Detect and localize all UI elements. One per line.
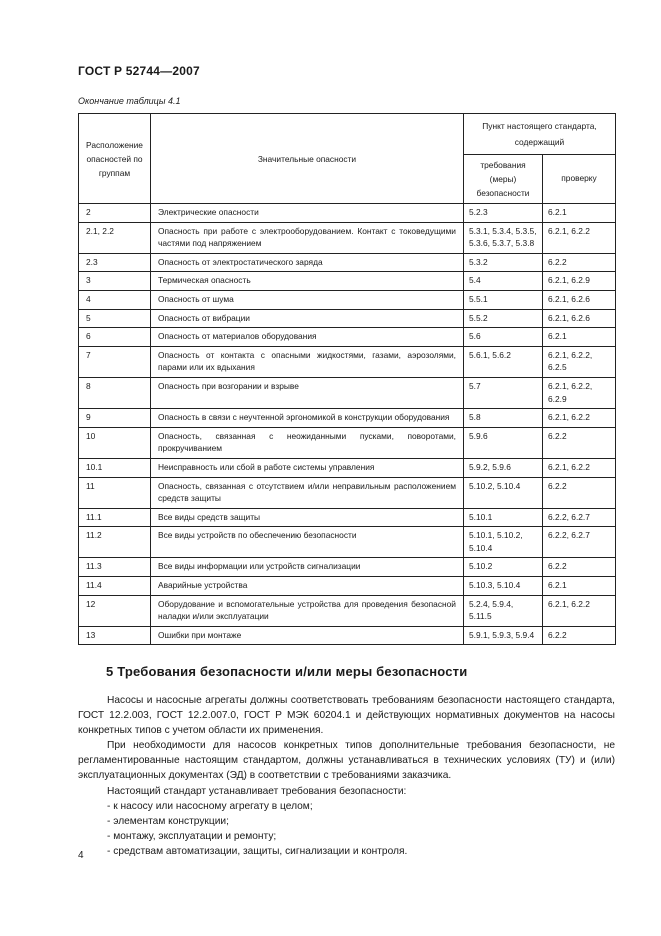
table-row bbox=[79, 204, 616, 223]
row-hazard: Опасность от материалов оборудования bbox=[151, 328, 464, 347]
row-group: 6 bbox=[79, 328, 151, 347]
table-caption: Окончание таблицы 4.1 bbox=[78, 96, 181, 106]
row-group: 5 bbox=[79, 309, 151, 328]
row-hazard: Опасность, связанная с неожиданными пусками, поворотами, прокручиванием bbox=[151, 427, 464, 458]
row-check: 6.2.1, 6.2.2 bbox=[543, 222, 616, 253]
row-hazard: Опасность, связанная с отсутствием и/или неправильным расположением средств защиты bbox=[151, 477, 464, 508]
row-requirements: 5.9.2, 5.9.6 bbox=[464, 458, 543, 477]
table-row bbox=[79, 577, 616, 596]
table-row bbox=[79, 309, 616, 328]
row-group: 11.1 bbox=[79, 508, 151, 527]
row-requirements: 5.10.1 bbox=[464, 508, 543, 527]
row-hazard: Оборудование и вспомогательные устройства для проведения безопасной наладки и/или эксплуатации bbox=[151, 595, 464, 626]
row-hazard: Опасность от вибрации bbox=[151, 309, 464, 328]
row-group: 7 bbox=[79, 346, 151, 377]
table-row bbox=[79, 558, 616, 577]
section-title: 5 Требования безопасности и/или меры безопасности bbox=[106, 664, 468, 679]
row-requirements: 5.6.1, 5.6.2 bbox=[464, 346, 543, 377]
paragraph: Настоящий стандарт устанавливает требования безопасности: bbox=[107, 785, 407, 797]
table-row bbox=[79, 409, 616, 428]
row-hazard: Электрические опасности bbox=[151, 204, 464, 223]
row-requirements: 5.3.2 bbox=[464, 253, 543, 272]
header-hazard: Значительные опасности bbox=[151, 114, 464, 204]
row-requirements: 5.10.2, 5.10.4 bbox=[464, 477, 543, 508]
row-hazard: Ошибки при монтаже bbox=[151, 626, 464, 645]
row-requirements: 5.7 bbox=[464, 377, 543, 408]
row-check: 6.2.1 bbox=[543, 204, 616, 223]
row-requirements: 5.2.3 bbox=[464, 204, 543, 223]
header-group: Расположение опасностей по группам bbox=[79, 114, 151, 204]
row-requirements: 5.10.1, 5.10.2, 5.10.4 bbox=[464, 527, 543, 558]
row-group: 13 bbox=[79, 626, 151, 645]
list-item: - к насосу или насосному агрегату в целом; bbox=[107, 800, 313, 812]
document-code: ГОСТ Р 52744—2007 bbox=[78, 64, 200, 78]
row-check: 6.2.2 bbox=[543, 477, 616, 508]
row-group: 2.3 bbox=[79, 253, 151, 272]
row-hazard: Все виды устройств по обеспечению безопасности bbox=[151, 527, 464, 558]
header-requirements: требования (меры) безопасности bbox=[464, 155, 543, 204]
row-requirements: 5.4 bbox=[464, 272, 543, 291]
list-item: - элементам конструкции; bbox=[107, 815, 229, 827]
page-number: 4 bbox=[78, 850, 84, 861]
header-check: проверку bbox=[543, 155, 616, 204]
row-hazard: Неисправность или сбой в работе системы управления bbox=[151, 458, 464, 477]
row-hazard: Опасность от контакта с опасными жидкостями, газами, аэрозолями, парами или их вдыхания bbox=[151, 346, 464, 377]
row-requirements: 5.10.3, 5.10.4 bbox=[464, 577, 543, 596]
row-group: 11.4 bbox=[79, 577, 151, 596]
table-row bbox=[79, 377, 616, 408]
row-check: 6.2.1 bbox=[543, 328, 616, 347]
paragraph: При необходимости для насосов конкретных типов дополнительные требования безопасности, не регламентированные настоящим стандартом, должны устанавливаться в технических условиях (ТУ) и (или) эксплуатационных документах (ЭД) в соответствии с требованиями заказчика. bbox=[78, 740, 615, 782]
table-row bbox=[79, 508, 616, 527]
row-check: 6.2.1 bbox=[543, 577, 616, 596]
row-check: 6.2.2, 6.2.7 bbox=[543, 527, 616, 558]
table-row bbox=[79, 458, 616, 477]
hazards-table bbox=[78, 113, 616, 645]
row-check: 6.2.1, 6.2.2, 6.2.5 bbox=[543, 346, 616, 377]
table-row bbox=[79, 595, 616, 626]
row-check: 6.2.2, 6.2.7 bbox=[543, 508, 616, 527]
row-group: 10.1 bbox=[79, 458, 151, 477]
row-hazard: Опасность при возгорании и взрыве bbox=[151, 377, 464, 408]
row-check: 6.2.1, 6.2.2, 6.2.9 bbox=[543, 377, 616, 408]
row-group: 12 bbox=[79, 595, 151, 626]
row-group: 3 bbox=[79, 272, 151, 291]
list-item: - средствам автоматизации, защиты, сигнализации и контроля. bbox=[107, 845, 408, 857]
row-hazard: Опасность при работе с электрооборудованием. Контакт с токоведущими частями под напряжением bbox=[151, 222, 464, 253]
table-row bbox=[79, 328, 616, 347]
row-hazard: Опасность от шума bbox=[151, 290, 464, 309]
row-requirements: 5.5.2 bbox=[464, 309, 543, 328]
row-group: 11.3 bbox=[79, 558, 151, 577]
row-hazard: Опасность от электростатического заряда bbox=[151, 253, 464, 272]
row-check: 6.2.1, 6.2.6 bbox=[543, 290, 616, 309]
row-check: 6.2.1, 6.2.2 bbox=[543, 458, 616, 477]
row-requirements: 5.5.1 bbox=[464, 290, 543, 309]
row-hazard: Все виды информации или устройств сигнализации bbox=[151, 558, 464, 577]
row-requirements: 5.6 bbox=[464, 328, 543, 347]
row-group: 9 bbox=[79, 409, 151, 428]
row-check: 6.2.1, 6.2.2 bbox=[543, 595, 616, 626]
row-hazard: Термическая опасность bbox=[151, 272, 464, 291]
row-requirements: 5.9.1, 5.9.3, 5.9.4 bbox=[464, 626, 543, 645]
row-group: 10 bbox=[79, 427, 151, 458]
section-body bbox=[78, 693, 615, 859]
row-check: 6.2.2 bbox=[543, 427, 616, 458]
row-group: 2.1, 2.2 bbox=[79, 222, 151, 253]
row-group: 8 bbox=[79, 377, 151, 408]
table-row bbox=[79, 346, 616, 377]
row-check: 6.2.2 bbox=[543, 626, 616, 645]
row-check: 6.2.1, 6.2.9 bbox=[543, 272, 616, 291]
row-hazard: Аварийные устройства bbox=[151, 577, 464, 596]
row-group: 4 bbox=[79, 290, 151, 309]
row-requirements: 5.2.4, 5.9.4, 5.11.5 bbox=[464, 595, 543, 626]
row-check: 6.2.1, 6.2.6 bbox=[543, 309, 616, 328]
row-check: 6.2.2 bbox=[543, 253, 616, 272]
row-requirements: 5.9.6 bbox=[464, 427, 543, 458]
row-group: 11.2 bbox=[79, 527, 151, 558]
table-row bbox=[79, 626, 616, 645]
table-row bbox=[79, 427, 616, 458]
row-group: 11 bbox=[79, 477, 151, 508]
row-check: 6.2.1, 6.2.2 bbox=[543, 409, 616, 428]
row-requirements: 5.8 bbox=[464, 409, 543, 428]
list-item: - монтажу, эксплуатации и ремонту; bbox=[107, 830, 277, 842]
table-row bbox=[79, 222, 616, 253]
table-row bbox=[79, 477, 616, 508]
row-requirements: 5.10.2 bbox=[464, 558, 543, 577]
row-hazard: Все виды средств защиты bbox=[151, 508, 464, 527]
table-header-row bbox=[79, 114, 616, 155]
table-row bbox=[79, 527, 616, 558]
header-clause: Пункт настоящего стандарта, содержащий bbox=[464, 114, 616, 155]
row-group: 2 bbox=[79, 204, 151, 223]
table-row bbox=[79, 253, 616, 272]
row-check: 6.2.2 bbox=[543, 558, 616, 577]
table-row bbox=[79, 272, 616, 291]
paragraph: Насосы и насосные агрегаты должны соответствовать требованиям безопасности настоящего стандарта, ГОСТ 12.2.003, ГОСТ 12.2.007.0, ГОСТ Р МЭК 60204.1 и действующих нормативных документов на насосы конкретных типов с учетом области их применения. bbox=[78, 695, 615, 737]
row-hazard: Опасность в связи с неучтенной эргономикой в конструкции оборудования bbox=[151, 409, 464, 428]
table-row bbox=[79, 290, 616, 309]
row-requirements: 5.3.1, 5.3.4, 5.3.5, 5.3.6, 5.3.7, 5.3.8 bbox=[464, 222, 543, 253]
